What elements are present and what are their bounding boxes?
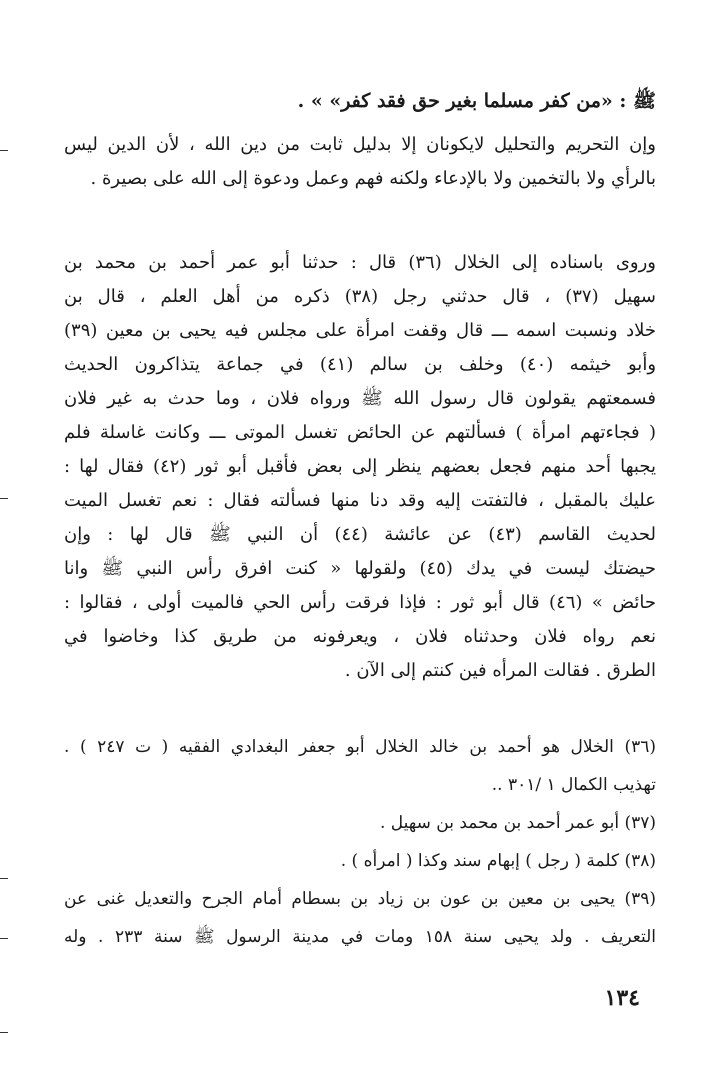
paragraph-line: وأبو خيثمه (٤٠) وخلف بن سالم (٤١) في جماعة يتذاكرون الحديث bbox=[64, 354, 656, 375]
paragraph-line: الطرق . فقالت المرأه فين كنتم إلى الآن . bbox=[344, 660, 656, 681]
scan-edge-mark bbox=[0, 878, 8, 879]
footnote-line: (٣٧) أبو عمر أحمد بن محمد بن سهيل . bbox=[379, 813, 656, 833]
paragraph-line: يجبها أحد منهم فجعل بعضهم ينظر إلى بعض فأقبل أبو ثور (٤٢) فقال لها : bbox=[64, 456, 656, 477]
quote-block bbox=[64, 84, 656, 118]
scan-edge-mark bbox=[0, 938, 8, 939]
footnotes bbox=[64, 728, 656, 956]
paragraph-line: بالرأي ولا بالتخمين ولا بالإدعاء ولكنه فهم وعمل ودعوة إلى الله على بصيرة . bbox=[90, 168, 656, 189]
paragraph-line: فسمعتهم يقولون قال رسول الله ﷺ ورواه فلان ، وما حدث به غير فلان bbox=[64, 388, 656, 409]
footnote-line: تهذيب الكمال ١ /٣٠١ .. bbox=[491, 775, 656, 795]
paragraph-line: سهيل (٣٧) ، قال حدثني رجل (٣٨) ذكره من أهل العلم ، قال بن bbox=[64, 286, 656, 307]
page-number: ١٣٤ bbox=[604, 985, 640, 1011]
footnote-line: (٣٨) كلمة ( رجل ) إبهام سند وكذا ( امرأه ) . bbox=[340, 851, 656, 871]
paragraph-line: لحديث القاسم (٤٣) عن عائشة (٤٤) أن النبي ﷺ قال لها : وإن bbox=[64, 524, 656, 545]
scan-edge-mark bbox=[0, 1032, 8, 1033]
paragraph-line: نعم رواه فلان وحدثناه فلان ، ويعرفونه من طريق كذا وخاضوا في bbox=[64, 626, 656, 647]
paragraph-line: حائض » (٤٦) قال أبو ثور : فإذا فرقت رأس الحي فالميت أولى ، فقالوا : bbox=[64, 592, 656, 613]
paragraph-line: وإن التحريم والتحليل لايكونان إلا بدليل ثابت من دين الله ، لأن الدين ليس bbox=[64, 134, 656, 155]
paragraph-intro bbox=[64, 128, 656, 196]
hadith-quote-line: ﷺ : «من كفر مسلما بغير حق فقد كفر» » . bbox=[297, 90, 656, 112]
scan-edge-mark bbox=[0, 498, 8, 499]
footnote-line: التعريف . ولد يحيى سنة ١٥٨ ومات في مدينة الرسول ﷺ سنة ٢٣٣ . وله bbox=[64, 927, 656, 947]
paragraph-line: خلاد ونسبت اسمه ـــ قال وقفت امرأة على مجلس فيه يحيى بن معين (٣٩) bbox=[64, 320, 656, 341]
paragraph-line: عليك بالمقبل ، فالتفتت إليه وقد دنا منها فسألته فقال : نعم تغسل الميت bbox=[64, 490, 656, 511]
footnote-line: (٣٩) يحيى بن معين بن عون بن زياد بن بسطام أمام الجرح والتعديل غنى عن bbox=[64, 889, 656, 909]
paragraph-line: حيضتك ليست في يدك (٤٥) ولقولها « كنت افرق رأس النبي ﷺ وانا bbox=[64, 558, 656, 579]
paragraph-narration bbox=[64, 246, 656, 688]
scan-edge-mark bbox=[0, 150, 8, 151]
paragraph-line: ( فجاءتهم امرأة ) فسألتهم عن الحائض تغسل الموتى ـــ وكانت غاسلة فلم bbox=[64, 422, 656, 443]
footnote-line: (٣٦) الخلال هو أحمد بن خالد الخلال أبو جعفر البغدادي الفقيه ( ت ٢٤٧ ) . bbox=[64, 737, 656, 757]
paragraph-line: وروى باسناده إلى الخلال (٣٦) قال : حدثنا أبو عمر أحمد بن محمد بن bbox=[64, 252, 656, 273]
